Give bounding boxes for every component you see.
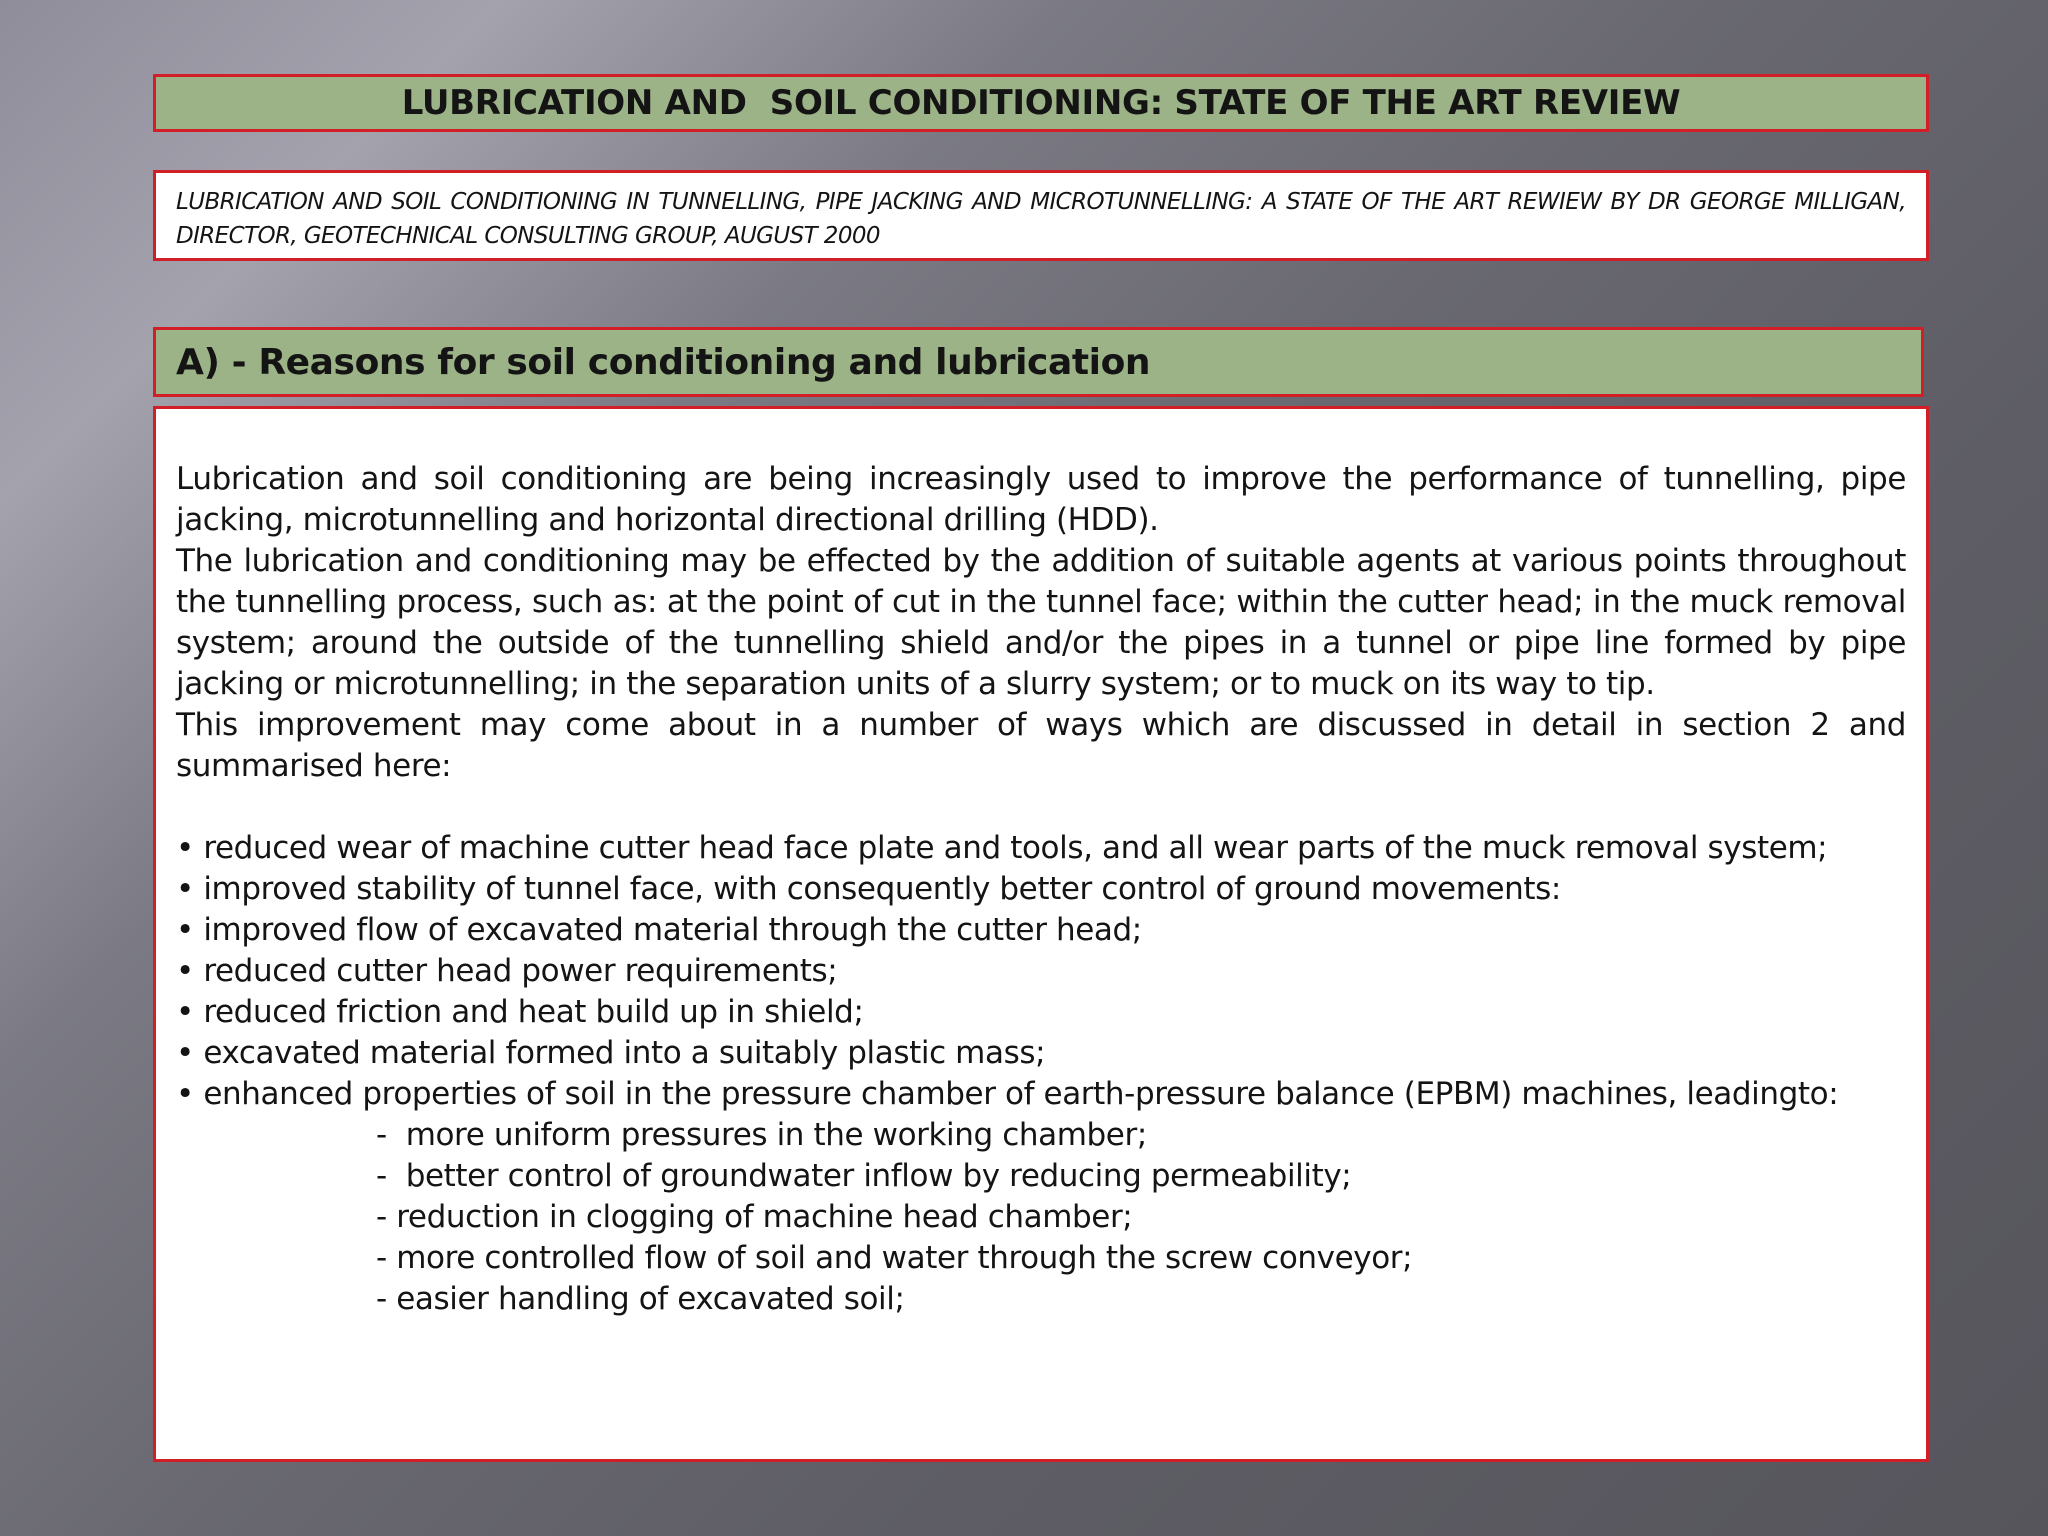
paragraph-application-points: The lubrication and conditioning may be effected by the addition of suitable agents at various points throughout the tunnelling process, such as: at the point of cut in the tunnel face; within the cutter head; in the muck removal system; around the outside of the tunnelling shield and/or the pipes in a tunnel or pipe line formed by pipe jacking or microtunnelling; in the separation units of a slurry system; or to muck on its way to tip. [176, 543, 1906, 702]
bullet-item: • reduced friction and heat build up in shield; [176, 994, 864, 1030]
paragraph-intro: Lubrication and soil conditioning are being increasingly used to improve the performance of tunnelling, pipe jacking, microtunnelling and horizontal directional drilling (HDD). [176, 461, 1906, 538]
sub-list-item: - more controlled flow of soil and water through the screw conveyor; [376, 1240, 1413, 1276]
sub-list-item: - better control of groundwater inflow by reducing permeability; [376, 1158, 1352, 1194]
content-box [153, 406, 1929, 1462]
bullet-item: • improved flow of excavated material through the cutter head; [176, 912, 1142, 948]
blank-line [176, 787, 1906, 828]
bullet-item: • improved stability of tunnel face, with consequently better control of ground movements: [176, 871, 1561, 907]
sub-list-item: - easier handling of excavated soil; [376, 1281, 905, 1317]
citation-box [153, 170, 1929, 261]
bullet-item: • reduced wear of machine cutter head face plate and tools, and all wear parts of the muck removal system; [176, 830, 1828, 866]
bullet-item: • excavated material formed into a suitably plastic mass; [176, 1035, 1046, 1071]
slide-title: LUBRICATION AND SOIL CONDITIONING: STATE OF THE ART REVIEW [401, 83, 1681, 123]
bullet-item: • reduced cutter head power requirements; [176, 953, 838, 989]
citation-text: LUBRICATION AND SOIL CONDITIONING IN TUNNELLING, PIPE JACKING AND MICROTUNNELLING: A STATE OF THE ART REWIEW BY DR GEORGE MILLIGAN, DIRECTOR, GEOTECHNICAL CONSULTING GROUP, AUGUST 2000 [176, 189, 1906, 249]
bullet-item: • enhanced properties of soil in the pressure chamber of earth-pressure balance (EPBM) machines, leadingto: [176, 1076, 1839, 1112]
sub-list-item: - reduction in clogging of machine head chamber; [376, 1199, 1133, 1235]
section-heading-box [153, 327, 1924, 397]
sub-list-item: - more uniform pressures in the working chamber; [376, 1117, 1147, 1153]
paragraph-improvement-summary: This improvement may come about in a number of ways which are discussed in detail in section 2 and summarised here: [176, 707, 1906, 784]
slide-title-box [153, 74, 1929, 132]
section-heading: A) - Reasons for soil conditioning and lubrication [176, 341, 1151, 383]
